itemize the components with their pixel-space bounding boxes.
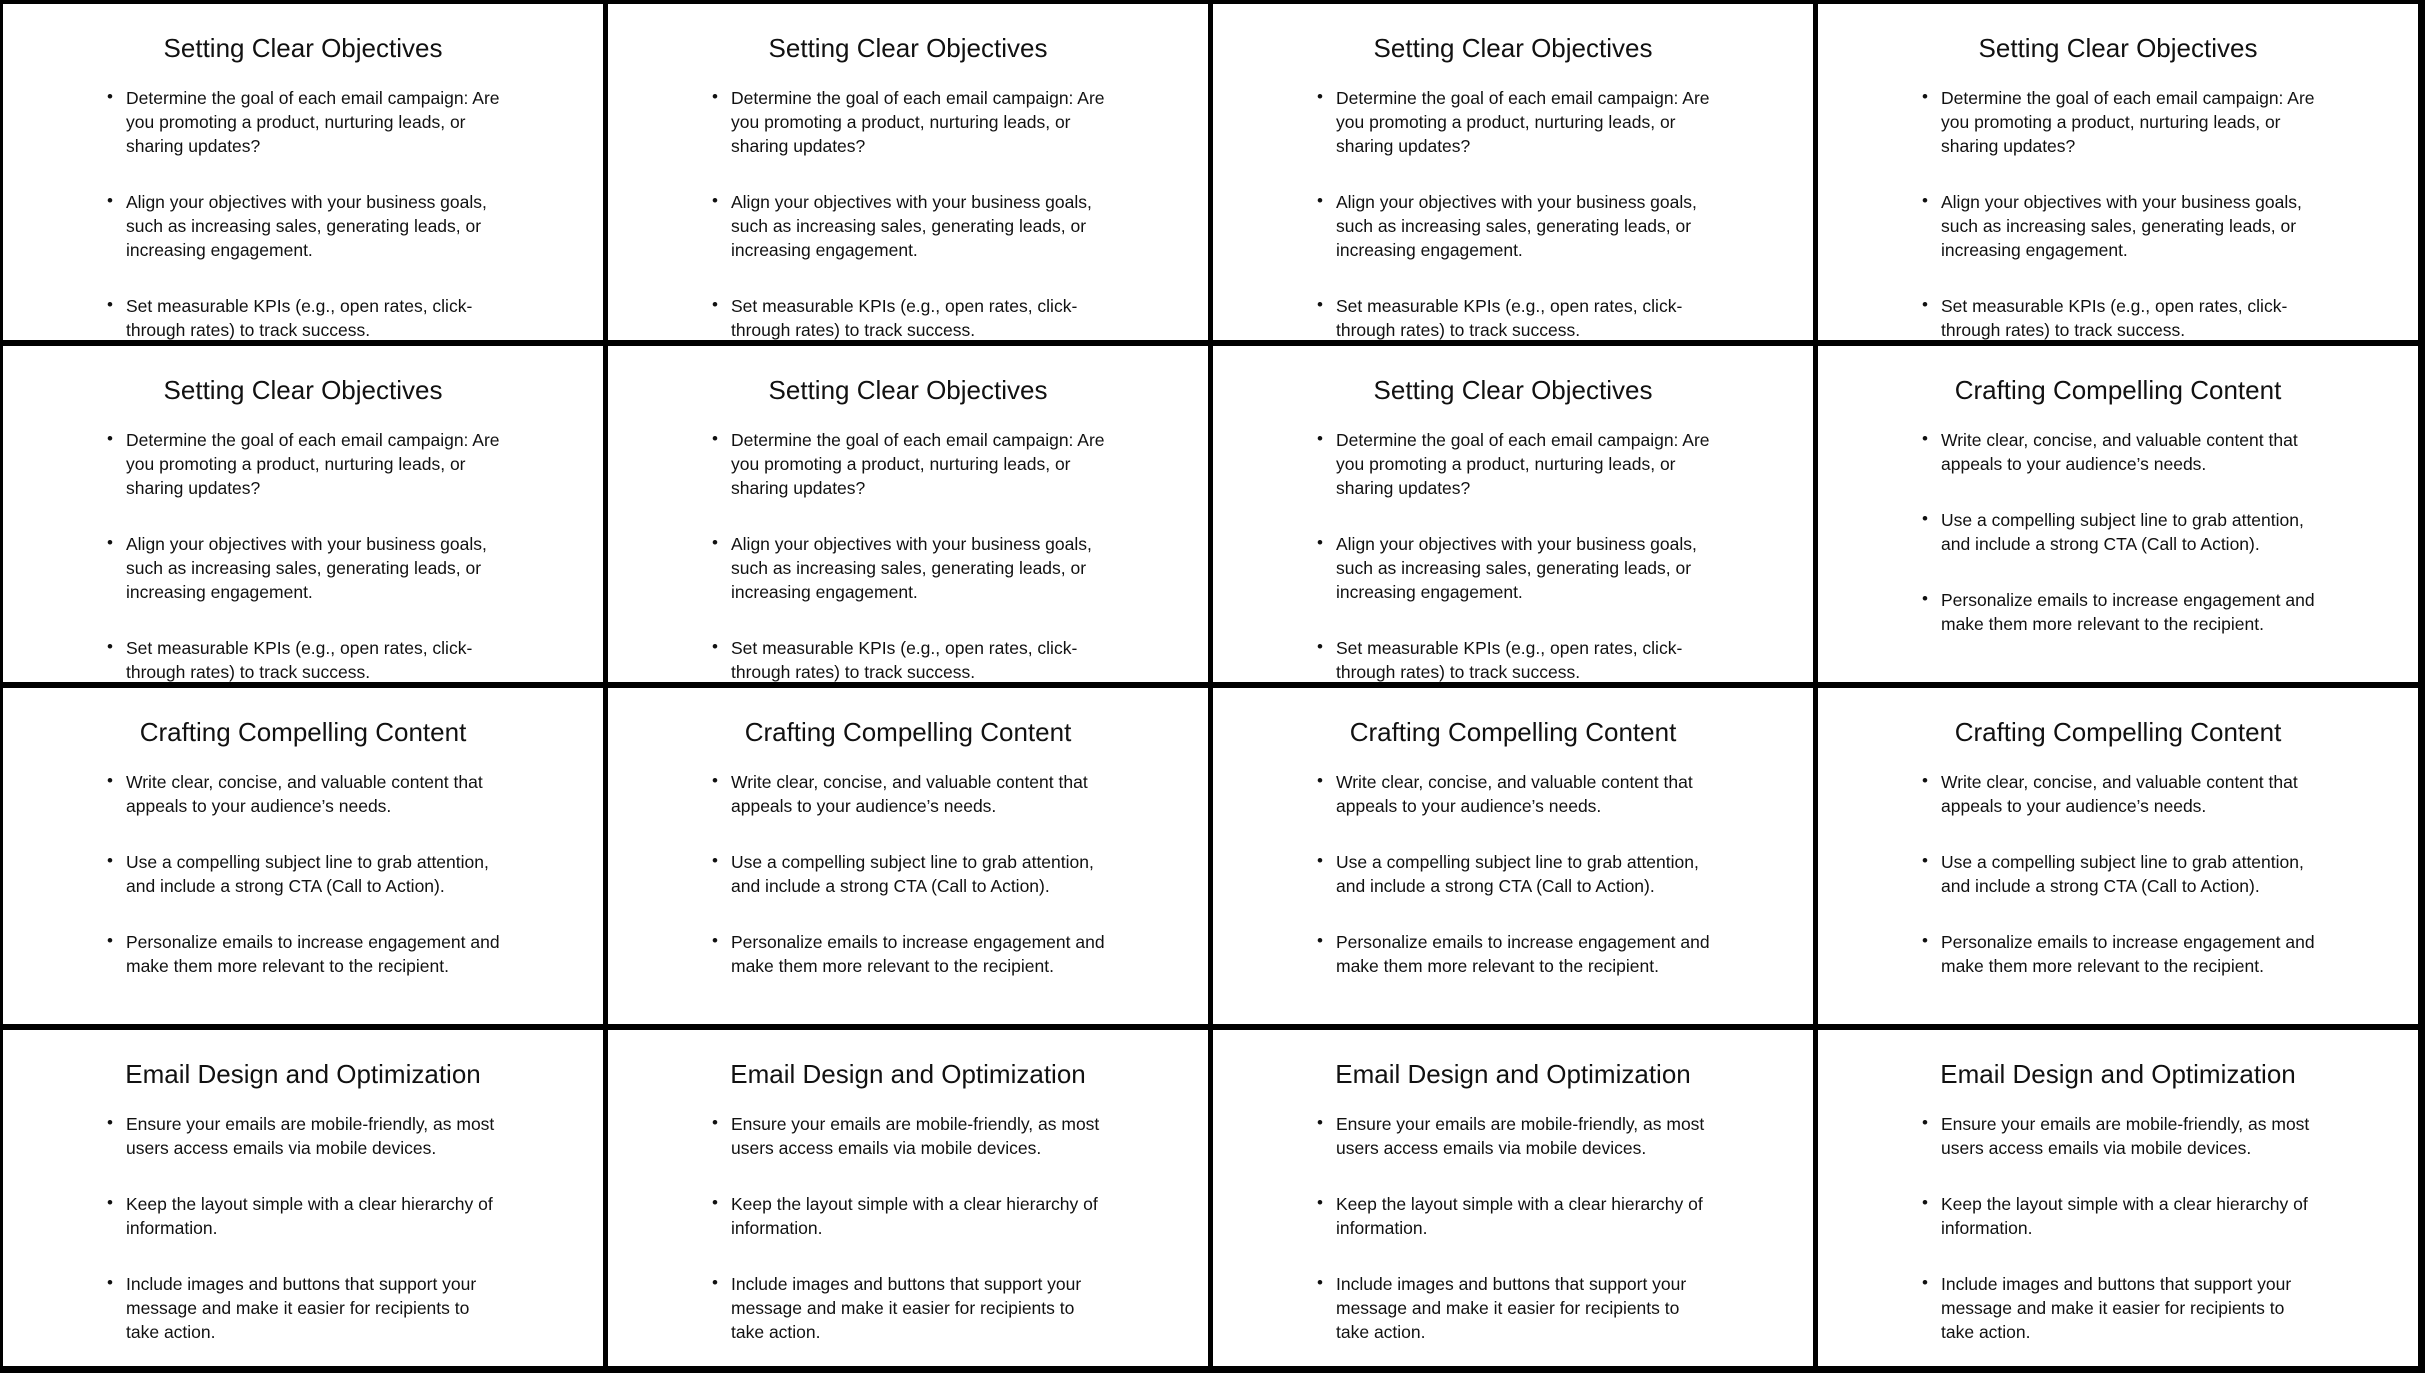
bullet-text: Write clear, concise, and valuable content that appeals to your audience’s needs. xyxy=(126,772,483,816)
bullet-text: Personalize emails to increase engagement and make them more relevant to the recipient. xyxy=(1336,932,1710,976)
bullet-text: Write clear, concise, and valuable content that appeals to your audience’s needs. xyxy=(1336,772,1693,816)
bullet-item xyxy=(1317,428,1717,500)
bullet-icon: • xyxy=(107,771,113,790)
bullet-text: Align your objectives with your business goals, such as increasing sales, generating leads, or increasing engagement. xyxy=(731,534,1092,602)
bullet-icon: • xyxy=(107,1113,113,1132)
bullet-icon: • xyxy=(1922,931,1928,950)
bullet-item xyxy=(1922,190,2322,262)
bullet-text: Determine the goal of each email campaign: Are you promoting a product, nurturing leads, or sharing updates? xyxy=(1336,88,1710,156)
bullet-text: Use a compelling subject line to grab attention, and include a strong CTA (Call to Action). xyxy=(1941,510,2304,554)
bullet-text: Personalize emails to increase engagement and make them more relevant to the recipient. xyxy=(1941,932,2315,976)
bullet-item xyxy=(1317,850,1717,898)
bullet-list xyxy=(1317,1112,1717,1366)
bullet-item xyxy=(107,850,507,898)
bullet-text: Ensure your emails are mobile-friendly, as most users access emails via mobile devices. xyxy=(731,1114,1100,1158)
slide-thumbnail[interactable] xyxy=(608,688,1208,1024)
bullet-item xyxy=(1922,1112,2322,1160)
bullet-text: Write clear, concise, and valuable content that appeals to your audience’s needs. xyxy=(731,772,1088,816)
bullet-list xyxy=(1922,86,2322,340)
bullet-text: Personalize emails to increase engagement and make them more relevant to the recipient. xyxy=(1941,590,2315,634)
slide-title: Crafting Compelling Content xyxy=(1954,375,2282,405)
bullet-icon: • xyxy=(1922,295,1928,314)
bullet-icon: • xyxy=(1922,509,1928,528)
slide-title: Email Design and Optimization xyxy=(730,1059,1086,1089)
bullet-text: Determine the goal of each email campaign: Are you promoting a product, nurturing leads, or sharing updates? xyxy=(1336,430,1710,498)
bullet-list xyxy=(712,86,1112,340)
bullet-icon: • xyxy=(712,637,718,656)
slide-thumbnail[interactable] xyxy=(1213,346,1813,682)
bullet-text: Include images and buttons that support your message and make it easier for recipients to take action. xyxy=(1941,1274,2292,1342)
bullet-item xyxy=(1922,428,2322,476)
bullet-list xyxy=(712,428,1112,682)
bullet-item xyxy=(712,1192,1112,1240)
bullet-item xyxy=(107,86,507,158)
bullet-icon: • xyxy=(712,771,718,790)
bullet-text: Set measurable KPIs (e.g., open rates, click-through rates) to track success. xyxy=(1336,296,1683,340)
bullet-icon: • xyxy=(1922,429,1928,448)
slide-title: Setting Clear Objectives xyxy=(163,375,443,405)
slide-thumbnail[interactable] xyxy=(608,4,1208,340)
bullet-icon: • xyxy=(107,429,113,448)
bullet-text: Write clear, concise, and valuable content that appeals to your audience’s needs. xyxy=(1941,772,2298,816)
bullet-icon: • xyxy=(1317,1273,1323,1292)
slide-title: Setting Clear Objectives xyxy=(1373,375,1653,405)
bullet-item xyxy=(1317,1272,1717,1344)
slide-thumbnail[interactable] xyxy=(1818,688,2418,1024)
bullet-icon: • xyxy=(1317,637,1323,656)
bullet-list xyxy=(107,86,507,340)
bullet-item xyxy=(712,428,1112,500)
slide-title: Setting Clear Objectives xyxy=(768,375,1048,405)
slide-title: Crafting Compelling Content xyxy=(1349,717,1677,747)
bullet-item xyxy=(712,1272,1112,1344)
bullet-icon: • xyxy=(1922,851,1928,870)
slide-title: Setting Clear Objectives xyxy=(1978,33,2258,63)
bullet-icon: • xyxy=(712,533,718,552)
bullet-item xyxy=(1317,636,1717,682)
bullet-item xyxy=(1922,294,2322,340)
bullet-text: Use a compelling subject line to grab attention, and include a strong CTA (Call to Action). xyxy=(731,852,1094,896)
bullet-text: Determine the goal of each email campaign: Are you promoting a product, nurturing leads, or sharing updates? xyxy=(731,88,1105,156)
bullet-text: Determine the goal of each email campaign: Are you promoting a product, nurturing leads, or sharing updates? xyxy=(1941,88,2315,156)
bullet-icon: • xyxy=(1317,295,1323,314)
bullet-list xyxy=(107,770,507,1010)
bullet-item xyxy=(712,850,1112,898)
bullet-text: Determine the goal of each email campaign: Are you promoting a product, nurturing leads, or sharing updates? xyxy=(126,88,500,156)
bullet-text: Set measurable KPIs (e.g., open rates, click-through rates) to track success. xyxy=(1336,638,1683,682)
bullet-icon: • xyxy=(1922,191,1928,210)
bullet-item xyxy=(1317,532,1717,604)
bullet-item xyxy=(1922,930,2322,978)
bullet-list xyxy=(107,428,507,682)
bullet-item xyxy=(1922,1272,2322,1344)
bullet-item xyxy=(1922,1192,2322,1240)
bullet-item xyxy=(712,1112,1112,1160)
bullet-icon: • xyxy=(712,429,718,448)
bullet-text: Keep the layout simple with a clear hierarchy of information. xyxy=(1941,1194,2308,1238)
bullet-text: Set measurable KPIs (e.g., open rates, click-through rates) to track success. xyxy=(1941,296,2288,340)
bullet-icon: • xyxy=(1922,589,1928,608)
bullet-text: Ensure your emails are mobile-friendly, as most users access emails via mobile devices. xyxy=(126,1114,495,1158)
bullet-list xyxy=(1922,1112,2322,1366)
bullet-list xyxy=(1317,770,1717,1010)
bullet-icon: • xyxy=(712,851,718,870)
bullet-icon: • xyxy=(712,1273,718,1292)
slide-title: Crafting Compelling Content xyxy=(744,717,1072,747)
bullet-list xyxy=(712,770,1112,1010)
bullet-item xyxy=(1317,930,1717,978)
bullet-icon: • xyxy=(1317,533,1323,552)
bullet-list xyxy=(1317,86,1717,340)
bullet-icon: • xyxy=(1317,1113,1323,1132)
bullet-icon: • xyxy=(107,191,113,210)
bullet-icon: • xyxy=(712,191,718,210)
bullet-text: Align your objectives with your business goals, such as increasing sales, generating leads, or increasing engagement. xyxy=(126,192,487,260)
bullet-icon: • xyxy=(1317,771,1323,790)
bullet-item xyxy=(1922,770,2322,818)
bullet-item xyxy=(107,1112,507,1160)
bullet-text: Use a compelling subject line to grab attention, and include a strong CTA (Call to Action). xyxy=(1941,852,2304,896)
bullet-text: Set measurable KPIs (e.g., open rates, click-through rates) to track success. xyxy=(126,296,473,340)
slide-thumbnail[interactable] xyxy=(1213,1030,1813,1366)
bullet-item xyxy=(712,190,1112,262)
bullet-icon: • xyxy=(107,533,113,552)
bullet-icon: • xyxy=(1317,429,1323,448)
bullet-item xyxy=(712,770,1112,818)
bullet-icon: • xyxy=(107,295,113,314)
bullet-item xyxy=(107,930,507,978)
bullet-item xyxy=(107,1192,507,1240)
bullet-text: Set measurable KPIs (e.g., open rates, click-through rates) to track success. xyxy=(126,638,473,682)
bullet-icon: • xyxy=(107,87,113,106)
bullet-item xyxy=(712,532,1112,604)
bullet-list xyxy=(107,1112,507,1366)
bullet-item xyxy=(1317,1112,1717,1160)
bullet-list xyxy=(1922,428,2322,668)
bullet-item xyxy=(1922,850,2322,898)
slide-title: Crafting Compelling Content xyxy=(139,717,467,747)
bullet-text: Ensure your emails are mobile-friendly, as most users access emails via mobile devices. xyxy=(1336,1114,1705,1158)
bullet-item xyxy=(107,770,507,818)
bullet-icon: • xyxy=(1317,1193,1323,1212)
bullet-item xyxy=(107,636,507,682)
bullet-list xyxy=(1922,770,2322,1010)
bullet-text: Include images and buttons that support your message and make it easier for recipients to take action. xyxy=(126,1274,477,1342)
bullet-icon: • xyxy=(1922,87,1928,106)
bullet-text: Keep the layout simple with a clear hierarchy of information. xyxy=(1336,1194,1703,1238)
bullet-icon: • xyxy=(1922,771,1928,790)
bullet-text: Align your objectives with your business goals, such as increasing sales, generating leads, or increasing engagement. xyxy=(1336,192,1697,260)
slide-thumbnail[interactable] xyxy=(1213,688,1813,1024)
bullet-text: Write clear, concise, and valuable content that appeals to your audience’s needs. xyxy=(1941,430,2298,474)
bullet-icon: • xyxy=(107,1193,113,1212)
bullet-item xyxy=(1317,86,1717,158)
bullet-icon: • xyxy=(1922,1193,1928,1212)
slide-thumbnail[interactable] xyxy=(3,1030,603,1366)
bullet-item xyxy=(1317,190,1717,262)
bullet-text: Include images and buttons that support your message and make it easier for recipients to take action. xyxy=(731,1274,1082,1342)
bullet-icon: • xyxy=(712,87,718,106)
bullet-text: Set measurable KPIs (e.g., open rates, click-through rates) to track success. xyxy=(731,638,1078,682)
bullet-text: Use a compelling subject line to grab attention, and include a strong CTA (Call to Action). xyxy=(126,852,489,896)
bullet-item xyxy=(712,930,1112,978)
slide-thumbnail[interactable] xyxy=(1818,1030,2418,1366)
bullet-icon: • xyxy=(107,931,113,950)
slide-title: Setting Clear Objectives xyxy=(768,33,1048,63)
bullet-icon: • xyxy=(1317,87,1323,106)
bullet-item xyxy=(1317,770,1717,818)
bullet-item xyxy=(107,532,507,604)
slide-thumbnail[interactable] xyxy=(1213,4,1813,340)
bullet-text: Align your objectives with your business goals, such as increasing sales, generating leads, or increasing engagement. xyxy=(731,192,1092,260)
slide-title: Setting Clear Objectives xyxy=(163,33,443,63)
bullet-list xyxy=(712,1112,1112,1366)
bullet-item xyxy=(712,294,1112,340)
bullet-icon: • xyxy=(107,637,113,656)
bullet-list xyxy=(1317,428,1717,682)
slide-title: Email Design and Optimization xyxy=(1940,1059,2296,1089)
bullet-item xyxy=(712,86,1112,158)
slide-thumbnail[interactable] xyxy=(3,688,603,1024)
slide-title: Email Design and Optimization xyxy=(125,1059,481,1089)
slide-title: Email Design and Optimization xyxy=(1335,1059,1691,1089)
bullet-text: Personalize emails to increase engagement and make them more relevant to the recipient. xyxy=(126,932,500,976)
bullet-item xyxy=(1922,588,2322,636)
bullet-text: Keep the layout simple with a clear hierarchy of information. xyxy=(731,1194,1098,1238)
bullet-icon: • xyxy=(712,1113,718,1132)
bullet-icon: • xyxy=(1922,1273,1928,1292)
bullet-icon: • xyxy=(107,1273,113,1292)
bullet-icon: • xyxy=(1317,931,1323,950)
slide-thumbnail[interactable] xyxy=(3,4,603,340)
bullet-text: Align your objectives with your business goals, such as increasing sales, generating leads, or increasing engagement. xyxy=(1336,534,1697,602)
slide-thumbnail[interactable] xyxy=(608,1030,1208,1366)
slide-thumbnail[interactable] xyxy=(1818,4,2418,340)
slide-title: Setting Clear Objectives xyxy=(1373,33,1653,63)
bullet-icon: • xyxy=(712,295,718,314)
bullet-text: Include images and buttons that support your message and make it easier for recipients to take action. xyxy=(1336,1274,1687,1342)
slide-title: Crafting Compelling Content xyxy=(1954,717,2282,747)
bullet-item xyxy=(712,636,1112,682)
bullet-icon: • xyxy=(712,931,718,950)
bullet-text: Set measurable KPIs (e.g., open rates, click-through rates) to track success. xyxy=(731,296,1078,340)
bullet-item xyxy=(107,428,507,500)
bullet-item xyxy=(1922,86,2322,158)
bullet-icon: • xyxy=(712,1193,718,1212)
bullet-icon: • xyxy=(1317,191,1323,210)
bullet-item xyxy=(1317,1192,1717,1240)
bullet-item xyxy=(107,190,507,262)
bullet-text: Use a compelling subject line to grab attention, and include a strong CTA (Call to Action). xyxy=(1336,852,1699,896)
bullet-text: Determine the goal of each email campaign: Are you promoting a product, nurturing leads, or sharing updates? xyxy=(731,430,1105,498)
bullet-text: Ensure your emails are mobile-friendly, as most users access emails via mobile devices. xyxy=(1941,1114,2310,1158)
bullet-item xyxy=(1317,294,1717,340)
bullet-icon: • xyxy=(1922,1113,1928,1132)
bullet-item xyxy=(107,294,507,340)
bullet-item xyxy=(107,1272,507,1344)
bullet-text: Determine the goal of each email campaign: Are you promoting a product, nurturing leads, or sharing updates? xyxy=(126,430,500,498)
bullet-text: Align your objectives with your business goals, such as increasing sales, generating leads, or increasing engagement. xyxy=(126,534,487,602)
bullet-icon: • xyxy=(1317,851,1323,870)
bullet-item xyxy=(1922,508,2322,556)
bullet-text: Align your objectives with your business goals, such as increasing sales, generating leads, or increasing engagement. xyxy=(1941,192,2302,260)
slide-thumbnail[interactable] xyxy=(3,346,603,682)
bullet-text: Personalize emails to increase engagement and make them more relevant to the recipient. xyxy=(731,932,1105,976)
bullet-text: Keep the layout simple with a clear hierarchy of information. xyxy=(126,1194,493,1238)
slide-thumbnail[interactable] xyxy=(1818,346,2418,682)
bullet-icon: • xyxy=(107,851,113,870)
slide-thumbnail[interactable] xyxy=(608,346,1208,682)
